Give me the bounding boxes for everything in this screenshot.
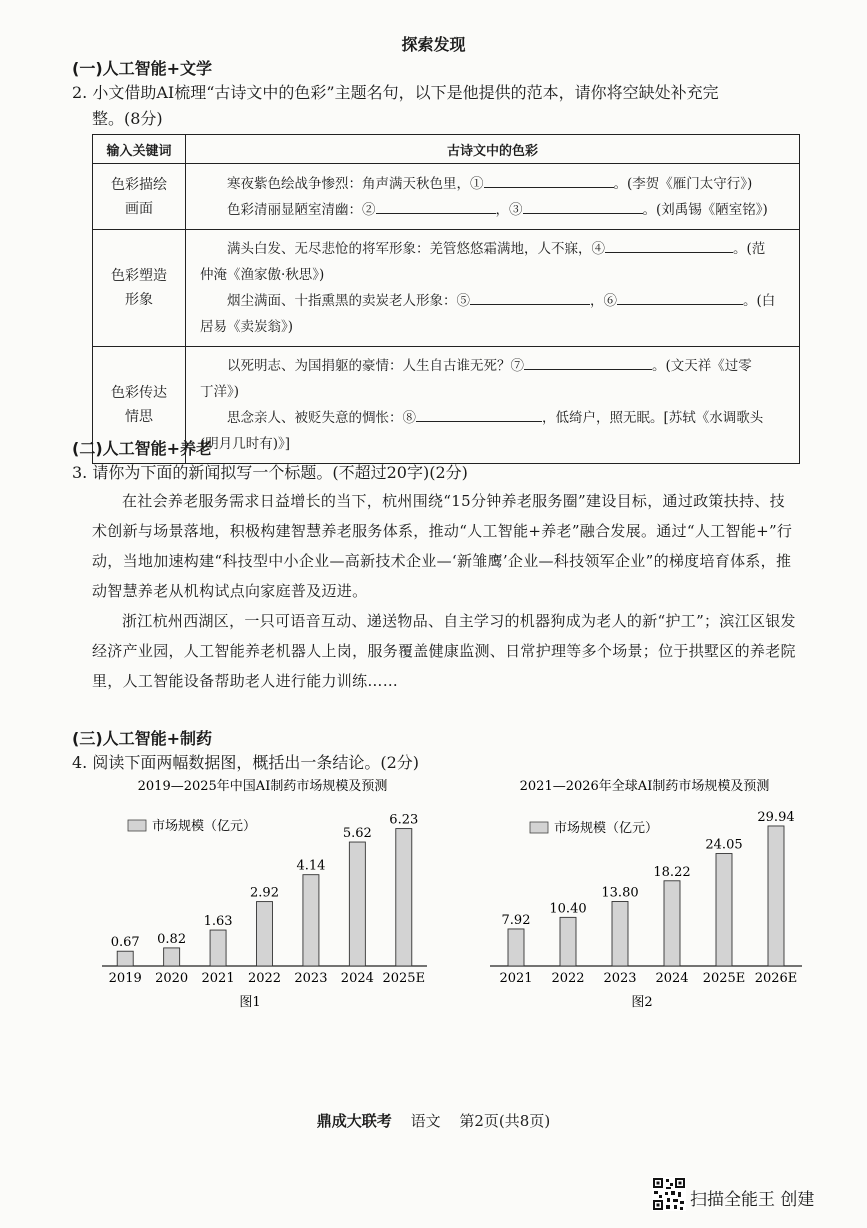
tick-label: 2023 [294,971,328,986]
data-label: 0.67 [110,935,140,951]
exam-brand: 鼎成大联考 [316,1112,392,1130]
data-label: 24.05 [705,837,743,853]
bar [560,917,576,966]
page-title: 探索发现 [401,35,466,54]
chart-title: 2019—2025年中国AI制药市场规模及预测 [137,779,388,794]
tick-label: 2021 [201,971,235,986]
tick-label: 2023 [603,971,637,986]
bar [664,881,680,966]
bar [164,948,180,966]
line-text: 。(文天祥《过零 [652,358,752,374]
col-header-keyword: 输入关键词 [93,135,186,164]
tick-label: 2026E [754,971,798,986]
table-line: 居易《卖炭翁》) [200,319,294,335]
line-text: 。(李贺《雁门太守行》) [613,175,753,192]
chart-caption: 图1 [239,995,261,1010]
page-footer [0,1110,867,1131]
qr-code-icon [652,1177,686,1211]
line-text: 思念亲人、被贬失意的惆怅：⑧ [227,410,416,426]
line-text: 以死明志、为国捐躯的豪情：人生自古谁无死？⑦ [227,358,524,374]
line-text: 寒夜紫色绘战争惨烈：角声满天秋色里，① [227,175,484,192]
line-text: 烟尘满面、十指熏黑的卖炭老人形象：⑤ [227,293,470,309]
data-label: 0.82 [157,931,187,947]
col-header-color: 古诗文中的色彩 [186,135,800,164]
line-text: 满头白发、无尽悲怆的将军形象：羌管悠悠霜满地，人不寐，④ [227,241,605,257]
answer-blank-8[interactable] [416,407,542,422]
bar [210,930,226,966]
row-label-line: 画面 [125,200,153,217]
bar [117,951,133,966]
answer-blank-5[interactable] [470,290,590,305]
line-text: 。(刘禹锡《陋室铭》) [642,201,768,218]
answer-blank-1[interactable] [484,173,614,188]
data-label: 1.63 [203,914,233,930]
table-line [200,197,789,223]
section1-heading: (一)人工智能+文学 [72,59,213,78]
global-ai-pharma-chart [482,774,807,1014]
data-label: 18.22 [653,864,691,880]
tick-label: 2024 [340,971,374,986]
row-content [186,347,800,464]
bar [716,854,732,966]
answer-blank-7[interactable] [524,355,652,370]
scanner-watermark: 扫描全能王 创建 [690,1190,815,1210]
row-label-line: 形象 [125,292,153,308]
answer-blank-4[interactable] [605,238,733,253]
question-4: 4. 阅读下面两幅数据图，概括出一条结论。(2分) [72,753,420,772]
tick-label: 2020 [155,971,189,986]
news-paragraph: 浙江杭州西湖区，一只可语音互动、递送物品、自主学习的机器狗成为老人的新“护工”；滨江区银发经济产业园，人工智能养老机器人上岗，服务覆盖健康监测、日常护理等多个场景；位于拱墅区的养老院里，人工智能设备帮助老人进行能力训练…… [92,612,796,690]
table-line [200,236,789,262]
question-2-line1: 2. 小文借助AI梳理“古诗文中的色彩”主题名句，以下是他提供的范本，请你将空缺处补充完 [72,83,719,102]
bar [508,929,524,966]
line-text: 色彩清丽显陋室清幽：② [227,201,376,218]
tick-label: 2024 [655,971,689,986]
row-label-line: 色彩塑造 [111,268,167,284]
answer-blank-3[interactable] [523,199,643,214]
chart-caption: 图2 [631,995,653,1010]
data-label: 6.23 [389,812,419,828]
data-label: 10.40 [549,901,587,917]
footer-page: 第2页(共8页) [459,1112,551,1130]
tick-label: 2025E [702,971,746,986]
table-line: 仲淹《渔家傲·秋思》) [200,267,325,283]
table-line: (明月几时有)》] [200,436,291,452]
answer-blank-6[interactable] [617,290,743,305]
row-label-line: 色彩传达 [111,385,167,401]
chart-title: 2021—2026年全球AI制药市场规模及预测 [519,779,770,794]
table-line: 丁洋》) [200,384,240,400]
line-text: 。(白 [743,293,776,309]
news-paragraph: 在社会养老服务需求日益增长的当下，杭州围绕“15分钟养老服务圈”建设目标，通过政策扶持、技术创新与场景落地，积极构建智慧养老服务体系，推动“人工智能+养老”融合发展。通过“人工智能+”行动，当地加速构建“科技型中小企业—高新技术企业—‘新雏鹰’企业—科技领军企业”的梯度培育体系，推动智慧养老从机构试点向家庭普及迈进。 [92,492,793,600]
tick-label: 2021 [499,971,533,986]
tick-label: 2019 [108,971,142,986]
bar [303,875,319,966]
legend-label: 市场规模（亿元） [554,821,659,836]
bar [257,902,273,966]
data-label: 29.94 [757,809,795,825]
data-label: 4.14 [296,858,326,874]
section2-heading: (二)人工智能+养老 [72,439,213,458]
tick-label: 2025E [382,971,426,986]
poetry-color-table [92,134,800,464]
table-row [93,164,800,230]
bar [612,901,628,966]
line-text: ，低绮户，照无眠。[苏轼《水调歌头 [542,410,764,426]
bar [768,826,784,966]
tick-label: 2022 [247,971,282,986]
line-text: 。(范 [733,241,766,257]
legend-label: 市场规模（亿元） [152,819,257,834]
bar [396,829,412,966]
table-line [200,171,789,197]
china-ai-pharma-chart [90,774,435,1014]
legend-swatch [530,822,548,833]
data-label: 7.92 [501,912,531,928]
line-text: ，⑥ [590,293,617,309]
table-header-row [93,135,800,164]
data-label: 2.92 [250,885,279,901]
table-line [200,405,789,431]
data-label: 13.80 [601,885,639,901]
table-line [200,288,789,314]
section3-heading: (三)人工智能+制药 [72,729,213,748]
row-content [186,164,800,230]
row-label [93,164,186,230]
news-article [92,486,798,696]
row-label-line: 情思 [125,409,153,425]
table-row [93,230,800,347]
row-label-line: 色彩描绘 [111,176,167,193]
legend-swatch [128,820,146,831]
answer-blank-2[interactable] [376,199,496,214]
table-line [200,353,789,379]
tick-label: 2022 [551,971,585,986]
row-content [186,230,800,347]
question-2-line2: 整。(8分) [92,109,163,128]
line-text: ，③ [495,201,523,218]
bar [349,842,365,966]
row-label [93,230,186,347]
question-3: 3. 请你为下面的新闻拟写一个标题。(不超过20字)(2分) [72,463,468,482]
footer-subject: 语文 [410,1112,441,1130]
data-label: 5.62 [342,826,372,842]
